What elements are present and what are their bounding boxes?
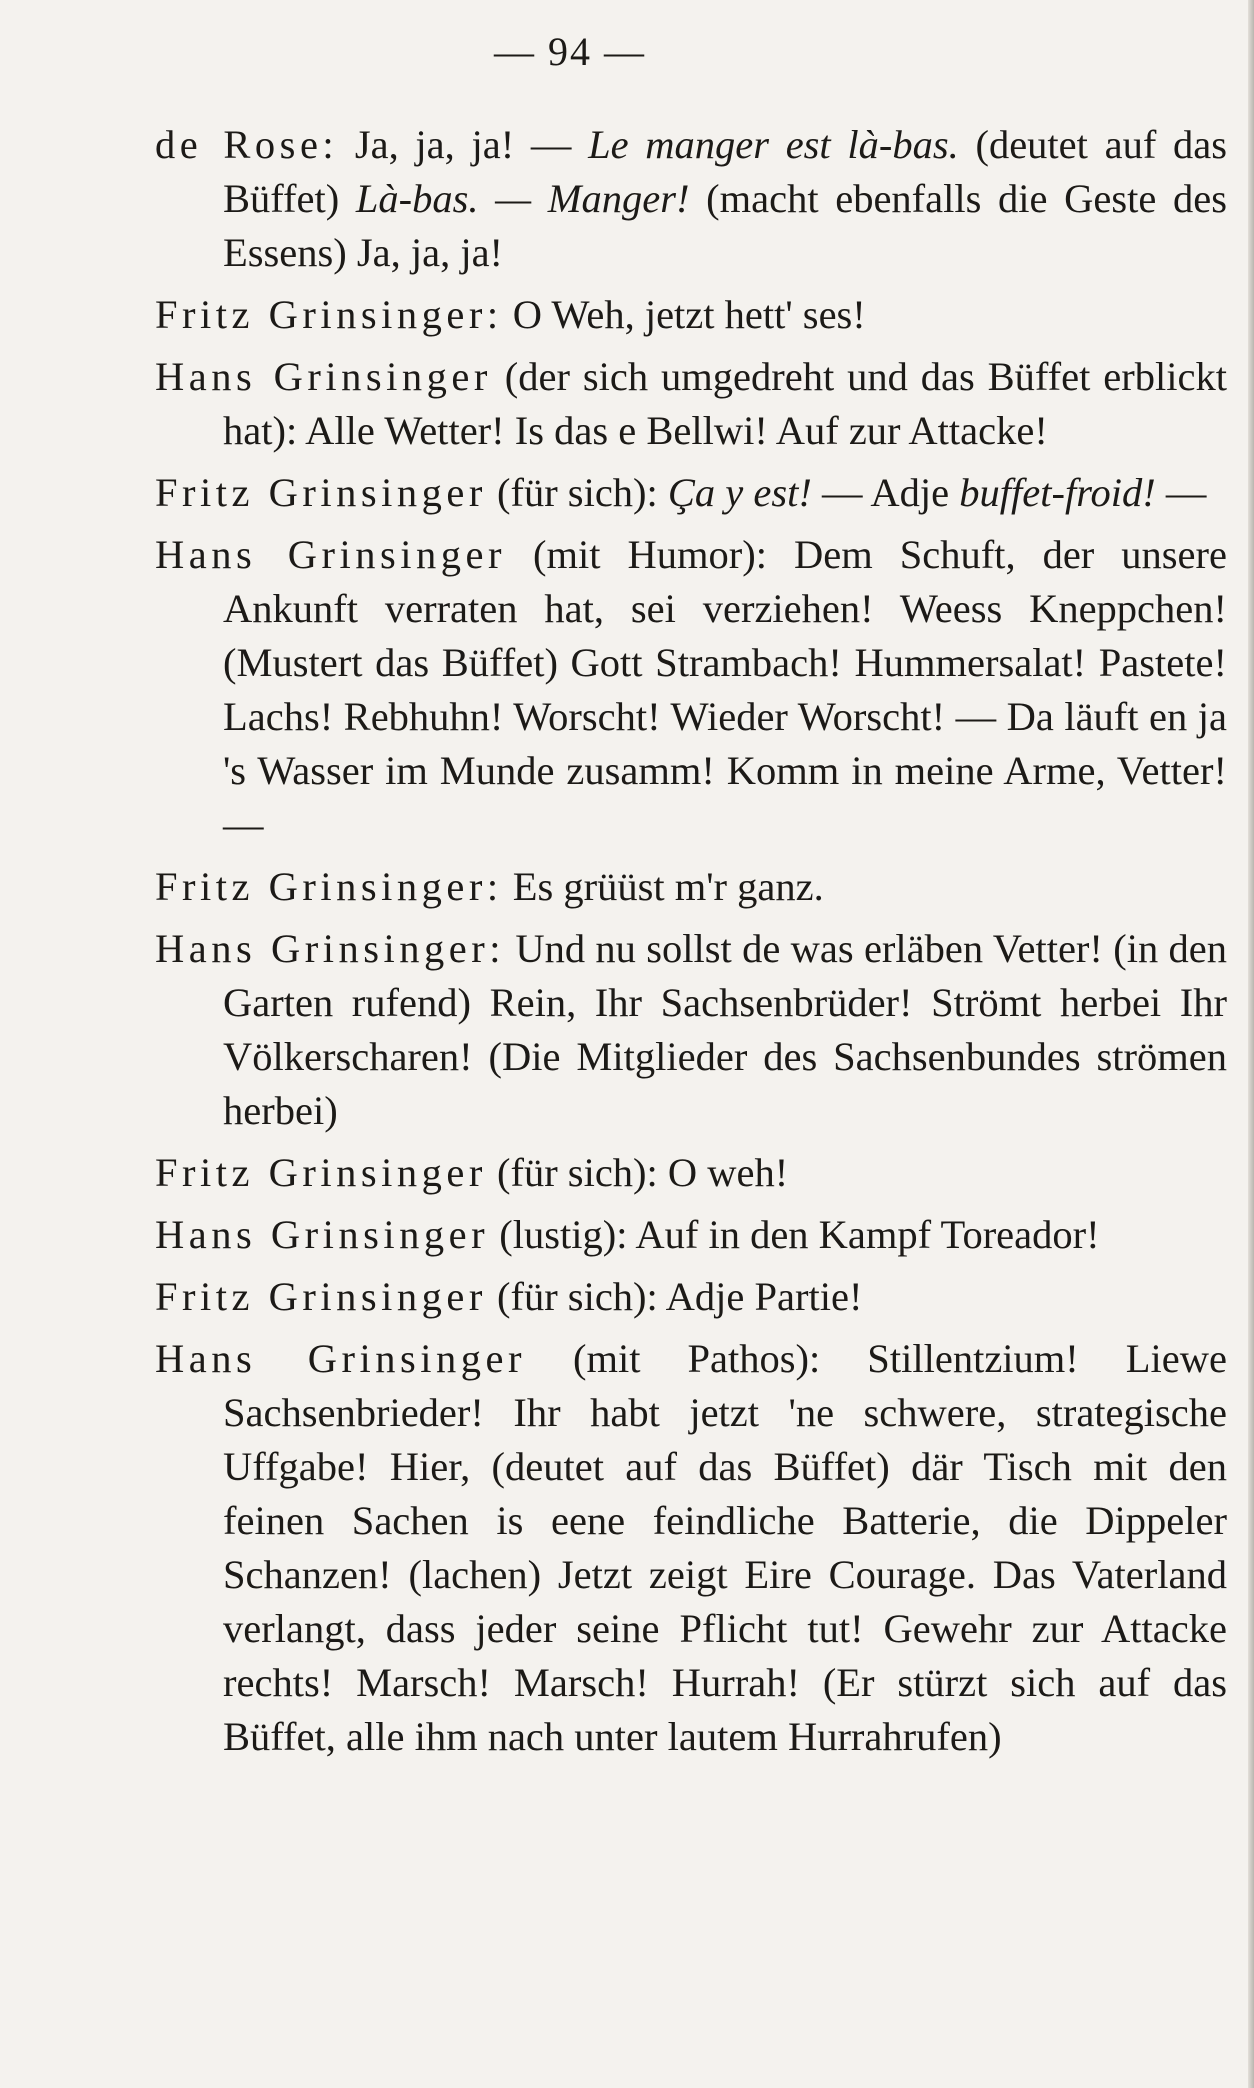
dialogue-line: Ja, ja, ja! — <box>338 122 589 167</box>
speaker-name: Hans Grinsinger <box>155 1336 526 1381</box>
dialogue-line: (lustig): Auf in den Kampf Toreador! <box>489 1212 1100 1257</box>
dialogue-line-italic: buffet-froid! <box>959 470 1156 515</box>
dialogue-line: O Weh, jetzt hett' ses! <box>502 292 866 337</box>
dialogue-line-italic: Ça y est! <box>667 470 812 515</box>
dialogue-line-italic: Le manger est là-bas. <box>588 122 959 167</box>
dialogue-paragraph <box>155 118 1227 280</box>
speaker-name: Fritz Grinsinger: <box>155 292 503 337</box>
speaker-name: Fritz Grinsinger <box>155 1274 487 1319</box>
speaker-name: Fritz Grinsinger <box>155 1150 487 1195</box>
dialogue-line-italic: Là-bas. — Manger! <box>355 176 690 221</box>
speaker-name: Hans Grinsinger <box>155 1212 490 1257</box>
dialogue-line: (macht ebenfalls die Geste des Essens) Ja, ja, ja! <box>223 176 1227 275</box>
dialogue-text <box>155 118 1227 1772</box>
dialogue-line: (für sich): <box>486 470 668 515</box>
dialogue-paragraph <box>155 922 1227 1138</box>
dialogue-paragraph <box>155 1146 1227 1200</box>
dialogue-paragraph <box>155 528 1227 852</box>
dialogue-paragraph <box>155 1270 1227 1324</box>
dialogue-paragraph <box>155 350 1227 458</box>
dialogue-paragraph <box>155 466 1227 520</box>
speaker-name: Fritz Grinsinger <box>155 470 487 515</box>
speaker-name: Hans Grinsinger <box>155 354 492 399</box>
dialogue-line: (für sich): Adje Partie! <box>486 1274 863 1319</box>
dialogue-paragraph <box>155 1332 1227 1764</box>
page-edge-shadow <box>1248 0 1254 2088</box>
dialogue-line: Und nu sollst de was erläben Vetter! (in den Garten rufend) Rein, Ihr Sachsenbrüder! Strömt herbei Ihr Völkerscharen! (Die Mitglieder des Sachsenbundes strömen herbei) <box>223 926 1228 1133</box>
dialogue-line: (der sich umgedreht und das Büffet erblickt hat): Alle Wetter! Is das e Bellwi! Auf zur Attacke! <box>223 354 1227 453</box>
dialogue-paragraph <box>155 288 1227 342</box>
dialogue-line: Es grüüst m'r ganz. <box>502 864 824 909</box>
dialogue-line: — <box>1155 470 1207 515</box>
speaker-name: Hans Grinsinger <box>155 532 506 577</box>
page-number: — 94 — <box>494 29 646 74</box>
dialogue-line: (mit Pathos): Stillentzium! Liewe Sachsenbrieder! Ihr habt jetzt 'ne schwere, strategische Uffgabe! Hier, (deutet auf das Büffet) där Tisch mit den feinen Sachen is eene feindliche Batterie, die Dippeler Schanzen! (lachen) Jetzt zeigt Eire Courage. Das Vaterland verlangt, dass jeder seine Pflicht tut! Gewehr zur Attacke rechts! Marsch! Marsch! Hurrah! (Er stürzt sich auf das Büffet, alle ihm nach unter lautem Hurrahrufen) <box>223 1336 1227 1759</box>
dialogue-line: (mit Humor): Dem Schuft, der unsere Ankunft verraten hat, sei verziehen! Weess Kneppchen! (Mustert das Büffet) Gott Strambach! Hummersalat! Pastete! Lachs! Rebhuhn! Worscht! Wieder Worscht! — Da läuft en ja 's Wasser im Munde zusamm! Komm in meine Arme, Vetter! — <box>223 532 1227 847</box>
dialogue-line: — Adje <box>811 470 960 515</box>
dialogue-line: (für sich): O weh! <box>486 1150 789 1195</box>
speaker-name: Fritz Grinsinger: <box>155 864 503 909</box>
dialogue-line: (deutet auf das Büffet) <box>223 122 1227 221</box>
dialogue-paragraph <box>155 860 1227 914</box>
speaker-name: Hans Grinsinger: <box>155 926 506 971</box>
dialogue-paragraph <box>155 1208 1227 1262</box>
speaker-name: de Rose: <box>155 122 339 167</box>
